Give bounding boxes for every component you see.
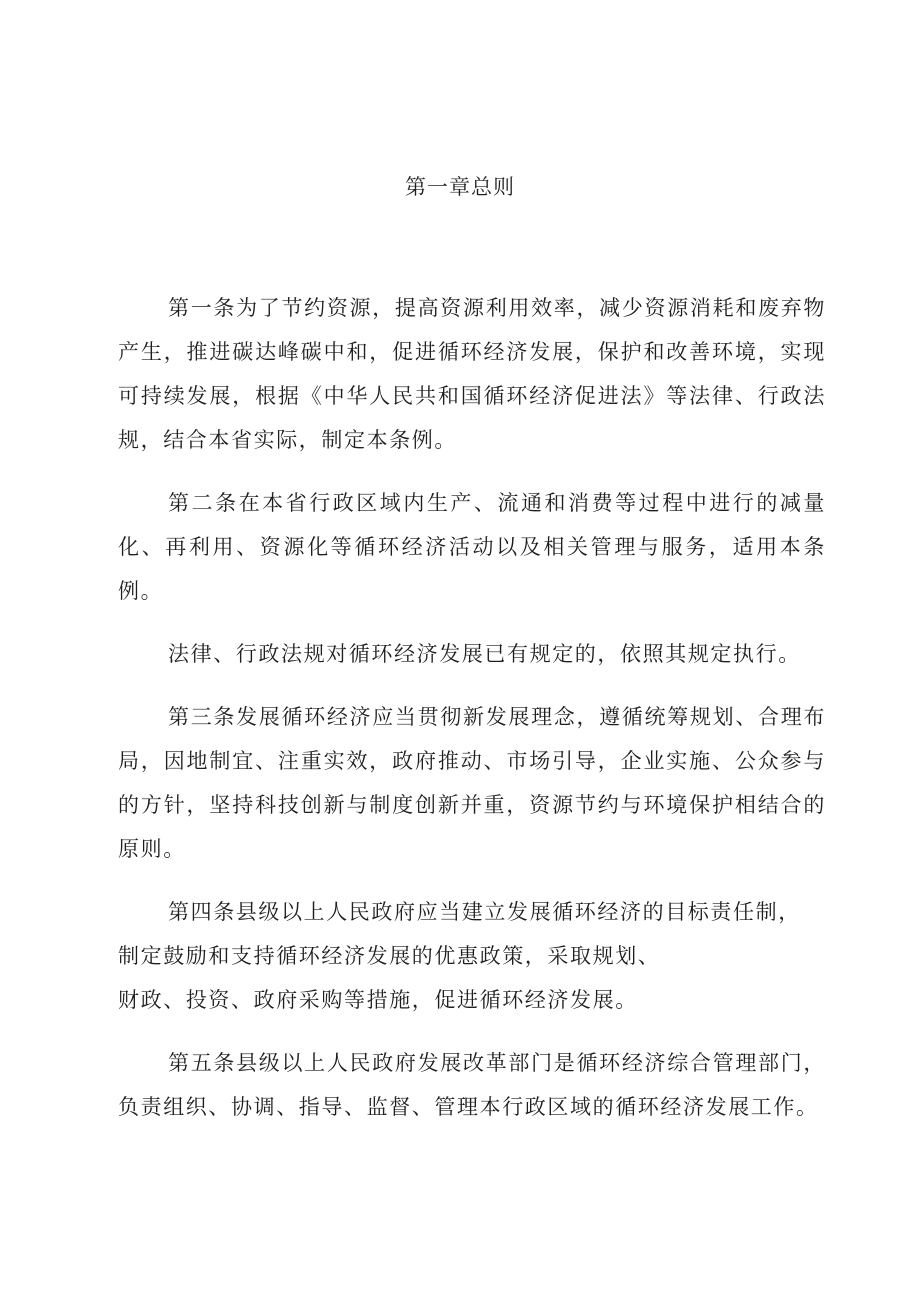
article-5: 第五条县级以上人民政府发展改革部门是循环经济综合管理部门，负责组织、协调、指导、监督、管理本行政区域的循环经济发展工作。 xyxy=(118,1051,826,1119)
document-body xyxy=(118,286,826,1148)
article-4-line-2: 制定鼓励和支持循环经济发展的优惠政策，采取规划、 xyxy=(118,944,661,968)
article-1: 第一条为了节约资源，提高资源利用效率，减少资源消耗和废弃物产生，推进碳达峰碳中和，促进循环经济发展，保护和改善环境，实现可持续发展，根据《中华人民共和国循环经济促进法》等法律、行政法规，结合本省实际，制定本条例。 xyxy=(118,296,826,452)
article-4-line-1: 第四条县级以上人民政府应当建立发展循环经济的目标责任制， xyxy=(168,900,801,924)
article-2-clause: 法律、行政法规对循环经济发展已有规定的，依照其规定执行。 xyxy=(168,642,801,666)
article-3: 第三条发展循环经济应当贯彻新发展理念，遵循统筹规划、合理布局，因地制宜、注重实效，政府推动、市场引导，企业实施、公众参与的方针，坚持科技创新与制度创新并重，资源节约与环境保护相结合的原则。 xyxy=(118,705,826,861)
article-2: 第二条在本省行政区域内生产、流通和消费等过程中进行的减量化、再利用、资源化等循环经济活动以及相关管理与服务，适用本条例。 xyxy=(118,491,826,603)
article-4-line-3: 财政、投资、政府采购等措施，促进循环经济发展。 xyxy=(118,988,638,1012)
article-4 xyxy=(118,890,826,1022)
chapter-title: 第一章总则 xyxy=(405,175,515,199)
